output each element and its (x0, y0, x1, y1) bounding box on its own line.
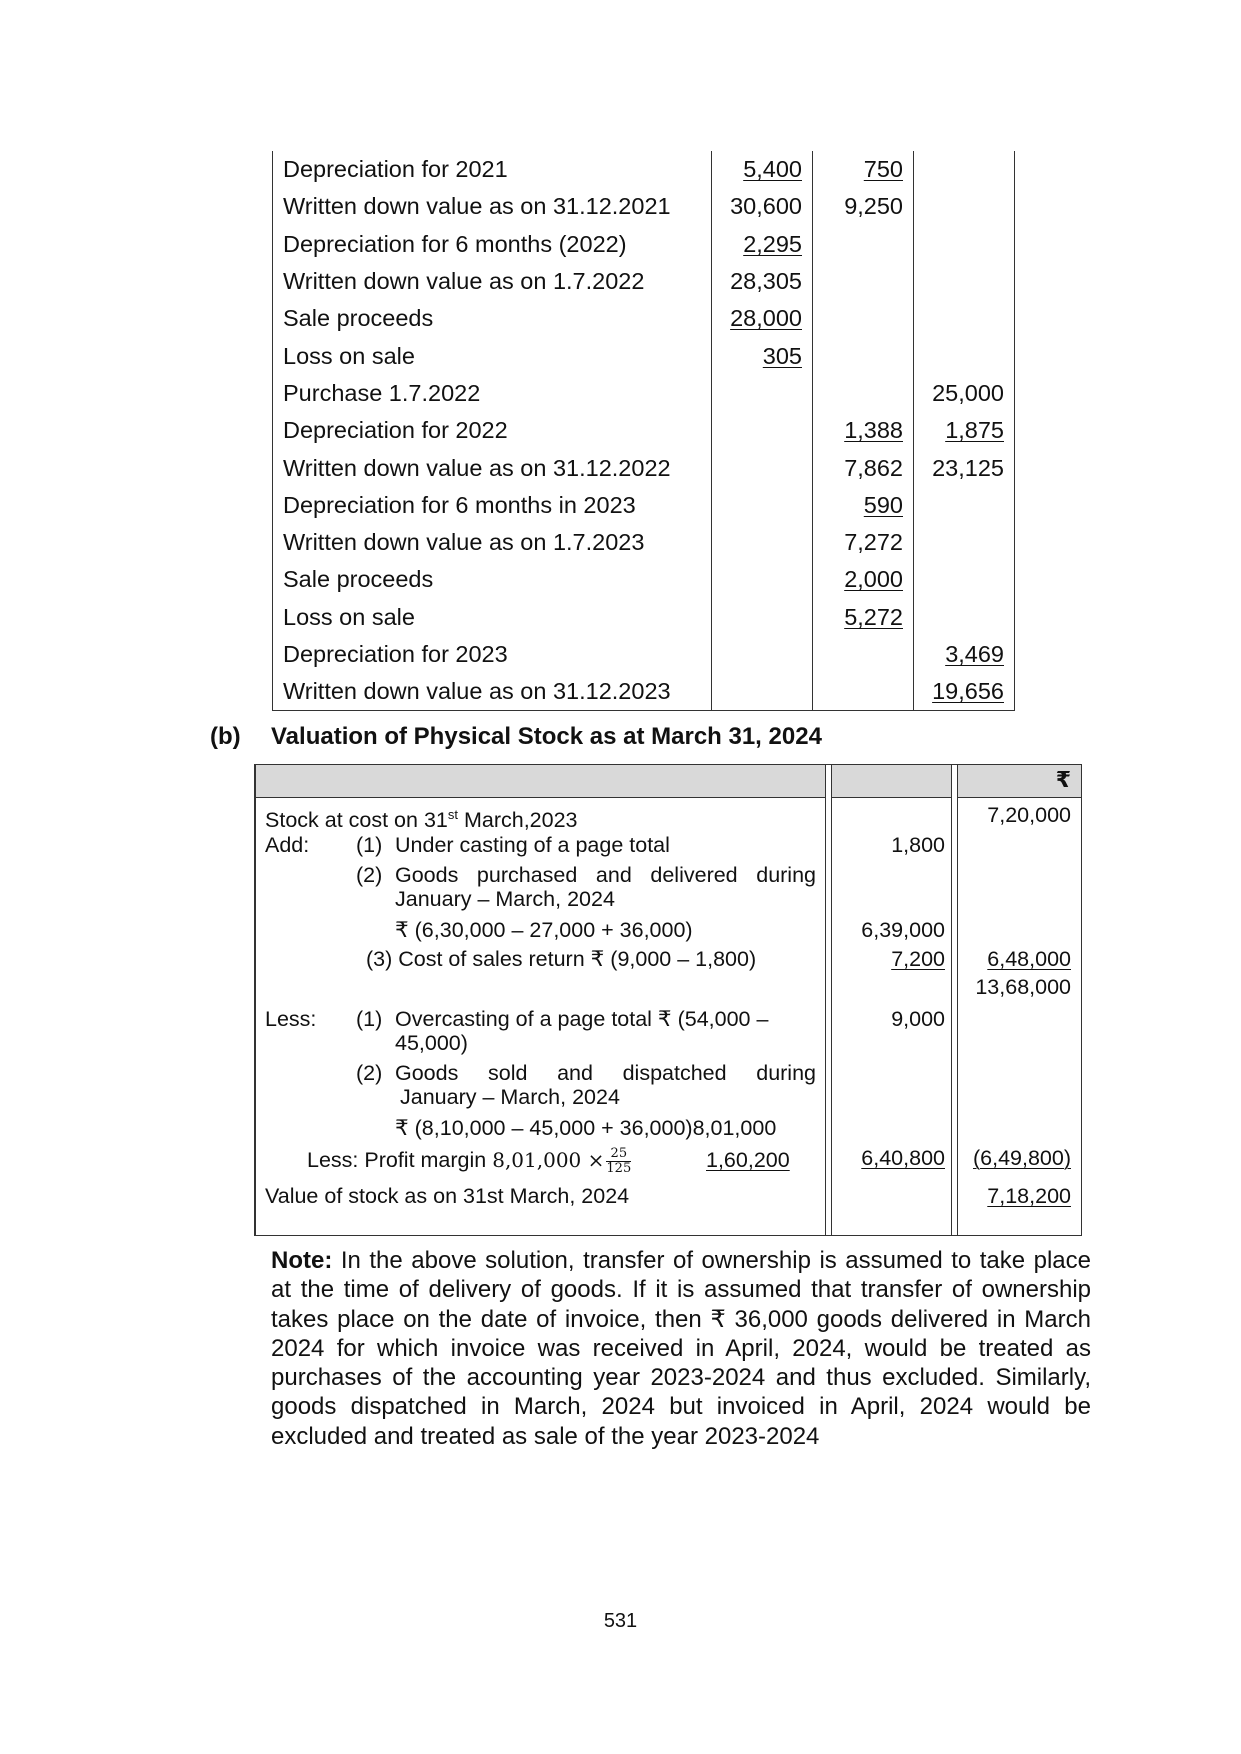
less-item-1-amount: 9,000 (891, 1007, 945, 1031)
add-item-2-line-1: Goods purchased and delivered during (395, 863, 816, 887)
depreciation-row-label: Depreciation for 6 months in 2023 (273, 487, 712, 524)
depreciation-value-col-1 (712, 375, 813, 412)
less-item-2-number: (2) (356, 1061, 383, 1085)
depreciation-row-label: Written down value as on 31.12.2022 (273, 449, 712, 486)
depreciation-value-col-2 (813, 263, 914, 300)
depreciation-row (273, 337, 1015, 374)
note-paragraph (271, 1246, 1091, 1451)
depreciation-row (273, 151, 1015, 188)
depreciation-value-col-2: 9,250 (813, 188, 914, 225)
note-label: Note: (271, 1247, 333, 1274)
depreciation-table (272, 151, 1015, 711)
depreciation-value-col-1 (712, 412, 813, 449)
depreciation-value-col-3 (914, 300, 1015, 337)
add-item-1-amount: 1,800 (891, 833, 945, 857)
depreciation-value-col-1 (712, 561, 813, 598)
depreciation-value-col-3: 3,469 (914, 636, 1015, 673)
depreciation-value-col-2 (813, 300, 914, 337)
add-item-1-number: (1) (356, 833, 383, 857)
less-subtotal-amount: 6,40,800 (861, 1146, 945, 1170)
less-item-2-line-3: ₹ (8,10,000 – 45,000 + 36,000)8,01,000 (395, 1116, 777, 1140)
depreciation-value-col-2 (813, 375, 914, 412)
currency-header: ₹ (1055, 767, 1071, 792)
depreciation-row (273, 561, 1015, 598)
profit-margin-fraction: $\frac{25}{125}$ (606, 1145, 632, 1176)
subtotal-amount: 13,68,000 (975, 975, 1071, 999)
depreciation-value-col-1: 28,305 (712, 263, 813, 300)
opening-stock-amount: 7,20,000 (987, 803, 1071, 827)
profit-margin-expression: 8,01,000 × (492, 1148, 605, 1172)
note-text: In the above solution, transfer of ownership is assumed to take place at the time of delivery of goods. If it is assumed that transfer of ownership takes place on the date of invoice, then ₹ 36,000 goods delivered in March 2024 for which invoice was received in April, 2024, would be treated as purchases of the accounting year 2023-2024 and thus excluded. Similarly, goods dispatched in March, 2024 but invoiced in April, 2024 would be excluded and treated as sale of the year 2023-2024 (271, 1247, 1091, 1450)
less-item-1-line-2: 45,000) (395, 1031, 468, 1055)
stock-valuation-table (254, 764, 1082, 1236)
less-label: Less: (265, 1007, 317, 1031)
depreciation-value-col-3: 19,656 (914, 673, 1015, 711)
depreciation-value-col-1 (712, 673, 813, 711)
less-item-1-number: (1) (356, 1007, 383, 1031)
depreciation-row-label: Sale proceeds (273, 561, 712, 598)
less-item-2-line-1: Goods sold and dispatched during (395, 1061, 816, 1085)
depreciation-value-col-1 (712, 636, 813, 673)
add-item-3-amount: 7,200 (891, 947, 945, 971)
profit-margin-label: Less: Profit margin 8,01,000 × $\frac{25}{125}$ (307, 1145, 632, 1176)
depreciation-value-col-1 (712, 599, 813, 636)
opening-stock-label: Stock at cost on 31st March,2023 (265, 807, 578, 833)
depreciation-value-col-2: 750 (813, 151, 914, 188)
depreciation-row-label: Written down value as on 1.7.2022 (273, 263, 712, 300)
depreciation-row-label: Written down value as on 31.12.2023 (273, 673, 712, 711)
add-item-2-line-2: January – March, 2024 (395, 887, 615, 911)
depreciation-row (273, 188, 1015, 225)
less-item-2-line-2: January – March, 2024 (400, 1085, 620, 1109)
depreciation-value-col-3 (914, 226, 1015, 263)
depreciation-row (273, 487, 1015, 524)
depreciation-value-col-1 (712, 524, 813, 561)
closing-stock-amount: 7,18,200 (987, 1184, 1071, 1208)
page-number: 531 (603, 1610, 638, 1632)
depreciation-row-label: Sale proceeds (273, 300, 712, 337)
add-item-1-text: Under casting of a page total (395, 833, 670, 857)
depreciation-row (273, 524, 1015, 561)
add-item-2-line-3: ₹ (6,30,000 – 27,000 + 36,000) (395, 918, 693, 942)
section-b-label: (b) (210, 723, 241, 750)
add-item-3-text: (3) Cost of sales return ₹ (9,000 – 1,800) (366, 947, 757, 971)
depreciation-row-label: Depreciation for 2023 (273, 636, 712, 673)
depreciation-value-col-2: 2,000 (813, 561, 914, 598)
depreciation-value-col-3 (914, 188, 1015, 225)
depreciation-value-col-2 (813, 226, 914, 263)
depreciation-value-col-3 (914, 151, 1015, 188)
depreciation-value-col-1: 2,295 (712, 226, 813, 263)
depreciation-value-col-2 (813, 636, 914, 673)
depreciation-row-label: Loss on sale (273, 337, 712, 374)
depreciation-row (273, 375, 1015, 412)
depreciation-value-col-1: 5,400 (712, 151, 813, 188)
depreciation-value-col-2: 5,272 (813, 599, 914, 636)
depreciation-row-label: Purchase 1.7.2022 (273, 375, 712, 412)
add-total-amount: 6,48,000 (987, 947, 1071, 971)
profit-margin-amount: 1,60,200 (706, 1148, 790, 1172)
depreciation-value-col-3: 23,125 (914, 449, 1015, 486)
add-item-2-amount: 6,39,000 (861, 918, 945, 942)
depreciation-value-col-1 (712, 487, 813, 524)
depreciation-value-col-2: 7,862 (813, 449, 914, 486)
add-item-2-number: (2) (356, 863, 383, 887)
closing-stock-label: Value of stock as on 31st March, 2024 (265, 1184, 630, 1208)
depreciation-row-label: Depreciation for 2022 (273, 412, 712, 449)
depreciation-value-col-1: 28,000 (712, 300, 813, 337)
depreciation-row-label: Loss on sale (273, 599, 712, 636)
depreciation-row (273, 226, 1015, 263)
depreciation-value-col-3 (914, 561, 1015, 598)
depreciation-value-col-3: 25,000 (914, 375, 1015, 412)
less-total-amount: (6,49,800) (972, 1146, 1071, 1170)
depreciation-row-label: Written down value as on 1.7.2023 (273, 524, 712, 561)
depreciation-value-col-3 (914, 263, 1015, 300)
depreciation-row (273, 449, 1015, 486)
depreciation-row (273, 636, 1015, 673)
depreciation-row (273, 673, 1015, 711)
less-item-1-line-1: Overcasting of a page total ₹ (54,000 – (395, 1007, 769, 1031)
depreciation-value-col-2 (813, 673, 914, 711)
depreciation-value-col-1: 305 (712, 337, 813, 374)
depreciation-row (273, 300, 1015, 337)
depreciation-row-label: Depreciation for 2021 (273, 151, 712, 188)
depreciation-value-col-3: 1,875 (914, 412, 1015, 449)
depreciation-row-label: Written down value as on 31.12.2021 (273, 188, 712, 225)
depreciation-row (273, 263, 1015, 300)
depreciation-value-col-3 (914, 337, 1015, 374)
depreciation-value-col-1: 30,600 (712, 188, 813, 225)
depreciation-value-col-1 (712, 449, 813, 486)
depreciation-value-col-3 (914, 599, 1015, 636)
depreciation-value-col-2 (813, 337, 914, 374)
add-label: Add: (265, 833, 310, 857)
depreciation-value-col-3 (914, 524, 1015, 561)
depreciation-table-body (273, 151, 1015, 711)
depreciation-value-col-2: 1,388 (813, 412, 914, 449)
depreciation-row (273, 599, 1015, 636)
depreciation-row-label: Depreciation for 6 months (2022) (273, 226, 712, 263)
depreciation-value-col-3 (914, 487, 1015, 524)
depreciation-value-col-2: 590 (813, 487, 914, 524)
depreciation-value-col-2: 7,272 (813, 524, 914, 561)
section-b-title: Valuation of Physical Stock as at March 31, 2024 (271, 723, 822, 750)
depreciation-row (273, 412, 1015, 449)
